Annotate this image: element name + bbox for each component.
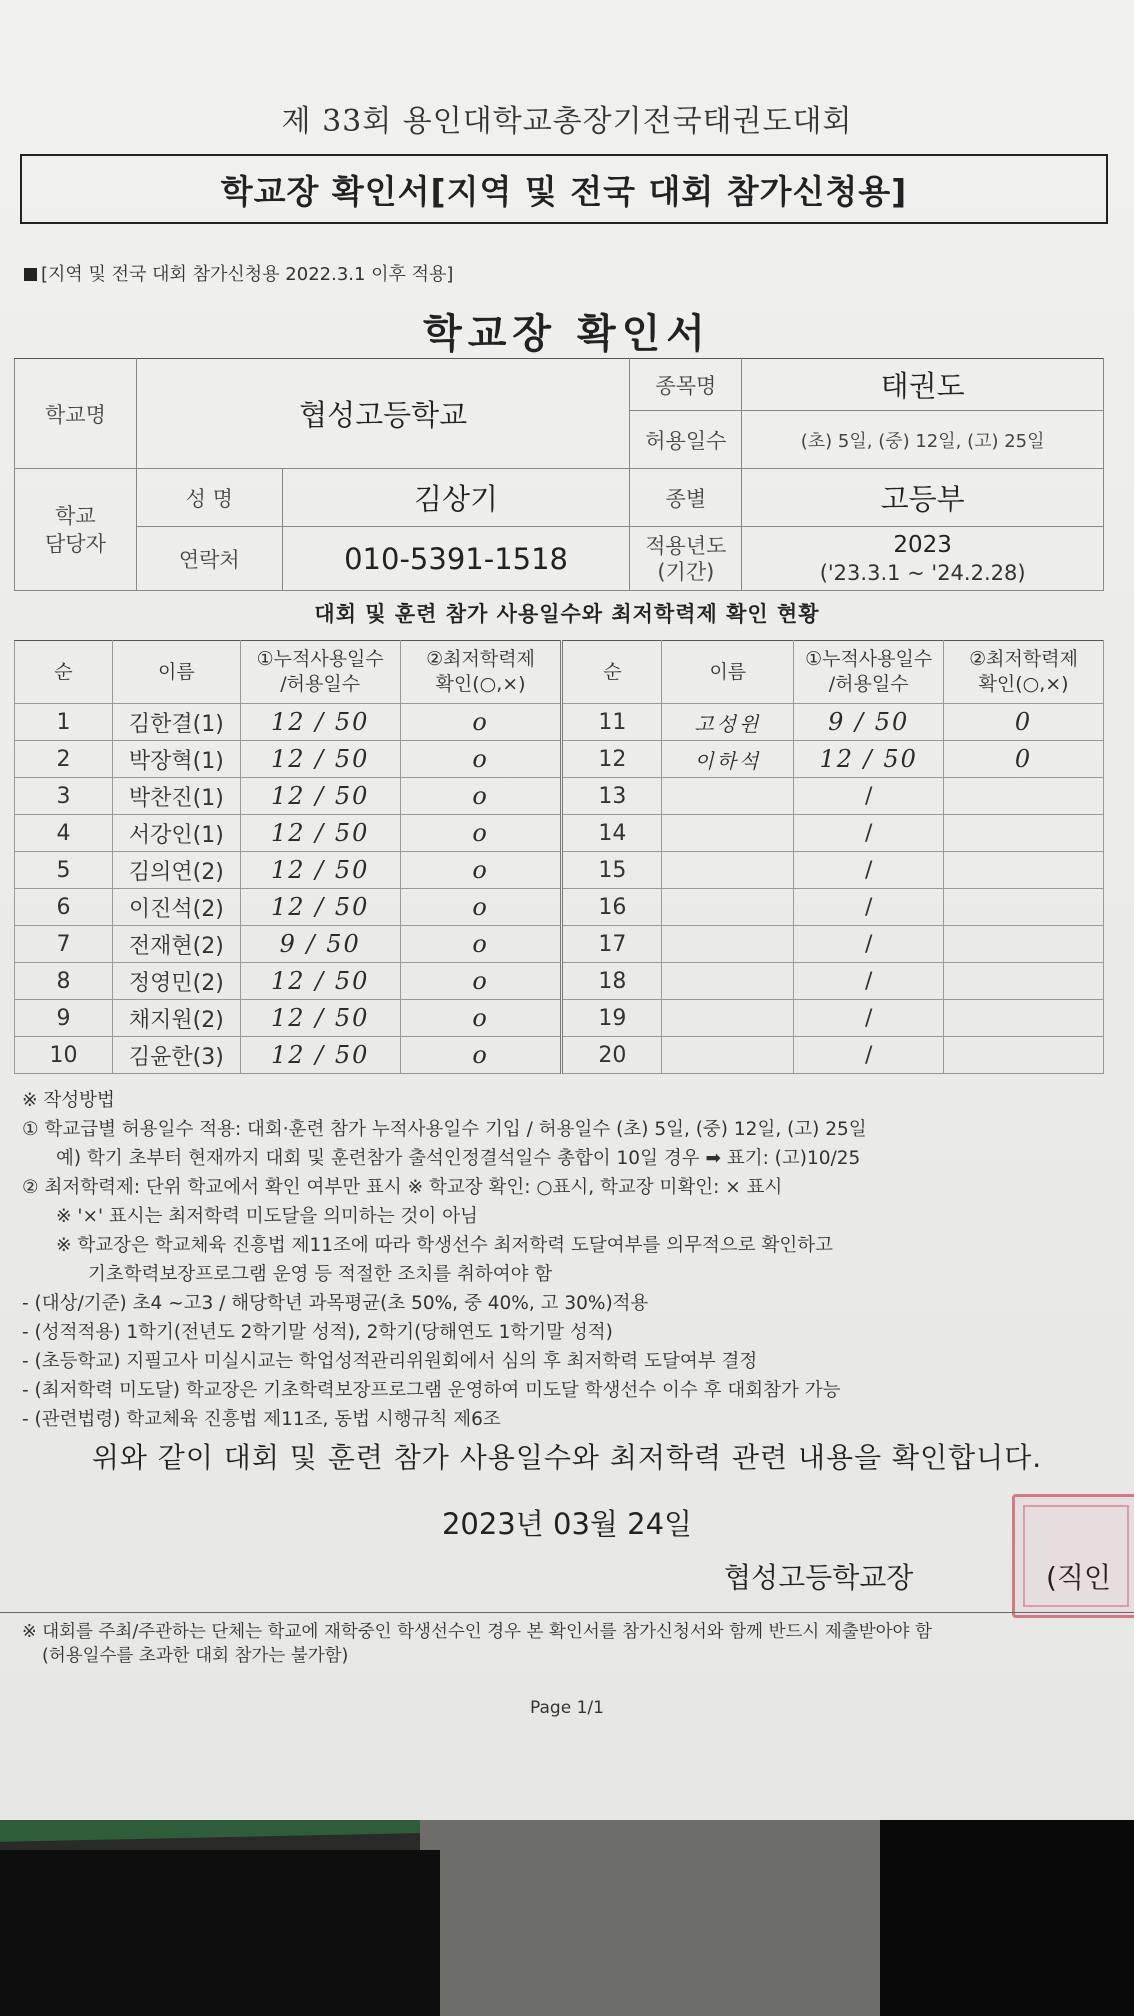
row-name-right: [662, 1000, 794, 1037]
row-no-right: 14: [562, 815, 662, 852]
instruction-line: 기초학력보장프로그램 운영 등 적절한 조치를 취하여야 함: [88, 1264, 553, 1285]
row-check: o: [400, 963, 562, 1000]
year-value-cell: [742, 527, 1104, 591]
row-no: 8: [15, 963, 113, 1000]
footnote: [22, 1620, 932, 1668]
header-days-right-line1: ①누적사용일수: [805, 648, 933, 670]
instruction-line: 예) 학기 초부터 현재까지 대회 및 훈련참가 출석인정결석일수 총합이 10일 경우 ➡ 표기: (고)10/25: [56, 1148, 861, 1169]
row-days: 12 / 50: [240, 889, 400, 926]
row-no-right: 17: [562, 926, 662, 963]
row-no: 3: [15, 778, 113, 815]
header-min-right-line1: ②최저학력제: [969, 648, 1078, 670]
header-min-right: [944, 641, 1104, 704]
header-days-line2: /허용일수: [280, 673, 361, 695]
row-check-right: [944, 815, 1104, 852]
row-check: o: [400, 1000, 562, 1037]
period-label: (기간): [657, 559, 715, 584]
event-value: 태권도: [742, 359, 1104, 411]
instruction-line: - (성적적용) 1학기(전년도 2학기말 성적), 2학기(당해연도 1학기말 성적): [22, 1322, 613, 1343]
principal-signature: 협성고등학교장: [724, 1561, 914, 1594]
footnote-line-1: ※ 대회를 주최/주관하는 단체는 학교에 재학중인 학생선수인 경우 본 확인서를 참가신청서와 함께 반드시 제출받아야 함: [22, 1622, 932, 1642]
row-days: 9 / 50: [240, 926, 400, 963]
row-no-right: 16: [562, 889, 662, 926]
row-no-right: 13: [562, 778, 662, 815]
row-name-right: [662, 815, 794, 852]
row-check: o: [400, 852, 562, 889]
header-min-line2: 확인(○,×): [435, 673, 526, 695]
row-days: 12 / 50: [240, 778, 400, 815]
row-no: 10: [15, 1037, 113, 1074]
signature-date: 2023년 03월 24일: [441, 1507, 693, 1541]
row-name: 박찬진(1): [112, 778, 240, 815]
roster-table: [14, 640, 1104, 1074]
instruction-line: ① 학교급별 허용일수 적용: 대회·훈련 참가 누적사용일수 기입 / 허용일수 (초) 5일, (중) 12일, (고) 25일: [22, 1119, 867, 1140]
row-check: o: [400, 1037, 562, 1074]
row-check-right: [944, 926, 1104, 963]
background-shadow-right: [880, 1800, 1134, 2016]
row-no: 9: [15, 1000, 113, 1037]
row-days: 12 / 50: [240, 704, 400, 741]
row-name: 이진석(2): [112, 889, 240, 926]
row-no: 4: [15, 815, 113, 852]
row-check: o: [400, 815, 562, 852]
table-row: [15, 741, 1104, 778]
school-name-value: 협성고등학교: [136, 359, 630, 469]
row-name: 전재현(2): [112, 926, 240, 963]
footnote-line-2: (허용일수를 초과한 대회 참가는 불가함): [42, 1646, 349, 1666]
table-row: [15, 889, 1104, 926]
table-row: [15, 852, 1104, 889]
header-days-right: [794, 641, 944, 704]
row-no: 6: [15, 889, 113, 926]
table-row: [15, 704, 1104, 741]
row-check: o: [400, 926, 562, 963]
row-days-right: /: [794, 926, 944, 963]
form-title-box: 학교장 확인서[지역 및 전국 대회 참가신청용]: [20, 154, 1108, 224]
row-check-right: [944, 778, 1104, 815]
row-name-right: [662, 926, 794, 963]
table-row: [15, 963, 1104, 1000]
period-value: ('23.3.1 ~ '24.2.28): [819, 560, 1026, 585]
row-name: 김의연(2): [112, 852, 240, 889]
manager-name-label: 성 명: [136, 469, 282, 527]
row-no: 2: [15, 741, 113, 778]
row-days-right: 9 / 50: [794, 704, 944, 741]
allowed-days-value: (초) 5일, (중) 12일, (고) 25일: [742, 411, 1104, 469]
row-no-right: 11: [562, 704, 662, 741]
row-check-right: [944, 889, 1104, 926]
allowed-days-label: 허용일수: [630, 411, 742, 469]
header-name: 이름: [112, 641, 240, 704]
row-days: 12 / 50: [240, 1000, 400, 1037]
footer-divider: [0, 1612, 1134, 1613]
table-row: [15, 778, 1104, 815]
roster-header-row: [15, 641, 1104, 704]
instruction-line: - (관련법령) 학교체육 진흥법 제11조, 동법 시행규칙 제6조: [22, 1409, 501, 1430]
instructions-block: [22, 1086, 1122, 1434]
header-no: 순: [15, 641, 113, 704]
division-value: 고등부: [742, 469, 1104, 527]
row-check-right: 0: [944, 704, 1104, 741]
header-days-right-line2: /허용일수: [828, 673, 909, 695]
row-check-right: [944, 1037, 1104, 1074]
row-days: 12 / 50: [240, 1037, 400, 1074]
school-info-table: [14, 358, 1104, 591]
header-days: [240, 641, 400, 704]
header-days-line1: ①누적사용일수: [256, 648, 384, 670]
row-name-right: [662, 1037, 794, 1074]
row-days: 12 / 50: [240, 741, 400, 778]
table-row: [15, 1037, 1104, 1074]
header-min-line1: ②최저학력제: [426, 648, 535, 670]
notice-line: [24, 260, 453, 286]
row-no: 7: [15, 926, 113, 963]
row-check: o: [400, 778, 562, 815]
row-name: 김윤한(3): [112, 1037, 240, 1074]
row-name: 김한결(1): [112, 704, 240, 741]
row-check: o: [400, 704, 562, 741]
year-label-cell: [630, 527, 742, 591]
row-name-right: [662, 852, 794, 889]
page-number: Page 1/1: [530, 1698, 604, 1718]
manager-name-value: 김상기: [282, 469, 630, 527]
instruction-line: ② 최저학력제: 단위 학교에서 확인 여부만 표시 ※ 학교장 확인: ○표시, 학교장 미확인: × 표시: [22, 1177, 783, 1198]
instruction-line: ※ 작성방법: [22, 1090, 115, 1111]
row-name: 채지원(2): [112, 1000, 240, 1037]
row-name-right: 이하석: [662, 741, 794, 778]
row-name-right: 고성윈: [662, 704, 794, 741]
instruction-line: ※ 학교장은 학교체육 진흥법 제11조에 따라 학생선수 최저학력 도달여부를 의무적으로 확인하고: [56, 1235, 833, 1256]
row-no-right: 18: [562, 963, 662, 1000]
header-min-right-line2: 확인(○,×): [978, 673, 1069, 695]
row-days-right: /: [794, 778, 944, 815]
instruction-line: - (대상/기준) 초4 ~고3 / 해당학년 과목평균(초 50%, 중 40%, 고 30%)적용: [22, 1293, 649, 1314]
row-check: o: [400, 741, 562, 778]
background-shadow: [0, 1850, 440, 2016]
row-days-right: /: [794, 852, 944, 889]
row-check: o: [400, 889, 562, 926]
row-check-right: 0: [944, 741, 1104, 778]
instruction-line: ※ '×' 표시는 최저학력 미도달을 의미하는 것이 아님: [56, 1206, 478, 1227]
contact-label: 연락처: [136, 527, 282, 591]
row-check-right: [944, 852, 1104, 889]
row-name: 박장혁(1): [112, 741, 240, 778]
event-label: 종목명: [630, 359, 742, 411]
row-days-right: /: [794, 889, 944, 926]
competition-title: 제 33회 용인대학교총장기전국태권도대회: [281, 104, 853, 139]
square-bullet-icon: [24, 268, 37, 281]
row-days-right: /: [794, 815, 944, 852]
row-days-right: /: [794, 1000, 944, 1037]
row-name: 서강인(1): [112, 815, 240, 852]
row-name-right: [662, 963, 794, 1000]
header-name-right: 이름: [662, 641, 794, 704]
row-no-right: 19: [562, 1000, 662, 1037]
row-days: 12 / 50: [240, 852, 400, 889]
row-days-right: /: [794, 963, 944, 1000]
row-no-right: 20: [562, 1037, 662, 1074]
row-no: 5: [15, 852, 113, 889]
row-check-right: [944, 1000, 1104, 1037]
row-name: 정영민(2): [112, 963, 240, 1000]
instruction-line: - (최저학력 미도달) 학교장은 기초학력보장프로그램 운영하여 미도달 학생선수 이수 후 대회참가 가능: [22, 1380, 841, 1401]
row-days-right: 12 / 50: [794, 741, 944, 778]
row-check-right: [944, 963, 1104, 1000]
year-label: 적용년도: [645, 533, 727, 558]
manager-label: 학교 담당자: [15, 469, 137, 591]
header-no-right: 순: [562, 641, 662, 704]
background-floor: [420, 1820, 940, 2016]
row-days: 12 / 50: [240, 963, 400, 1000]
confirmation-statement: 위와 같이 대회 및 훈련 참가 사용일수와 최저학력 관련 내용을 확인합니다.: [91, 1441, 1043, 1474]
notice-text: [지역 및 전국 대회 참가신청용 2022.3.1 이후 적용]: [41, 264, 454, 285]
header-min: [400, 641, 562, 704]
table-row: [15, 926, 1104, 963]
document-title: 학교장 확인서: [423, 311, 711, 357]
row-days: 12 / 50: [240, 815, 400, 852]
row-name-right: [662, 889, 794, 926]
instruction-line: - (초등학교) 지필고사 미실시교는 학업성적관리위원회에서 심의 후 최저학력 도달여부 결정: [22, 1351, 758, 1372]
year-value: 2023: [893, 531, 952, 558]
row-no: 1: [15, 704, 113, 741]
contact-value: 010-5391-1518: [282, 527, 630, 591]
seal-label: (직인: [1046, 1561, 1112, 1594]
row-days-right: /: [794, 1037, 944, 1074]
row-no-right: 12: [562, 741, 662, 778]
row-no-right: 15: [562, 852, 662, 889]
school-name-label: 학교명: [15, 359, 137, 469]
status-title: 대회 및 훈련 참가 사용일수와 최저학력제 확인 현황: [314, 602, 820, 626]
row-name-right: [662, 778, 794, 815]
table-row: [15, 815, 1104, 852]
table-row: [15, 1000, 1104, 1037]
division-label: 종별: [630, 469, 742, 527]
